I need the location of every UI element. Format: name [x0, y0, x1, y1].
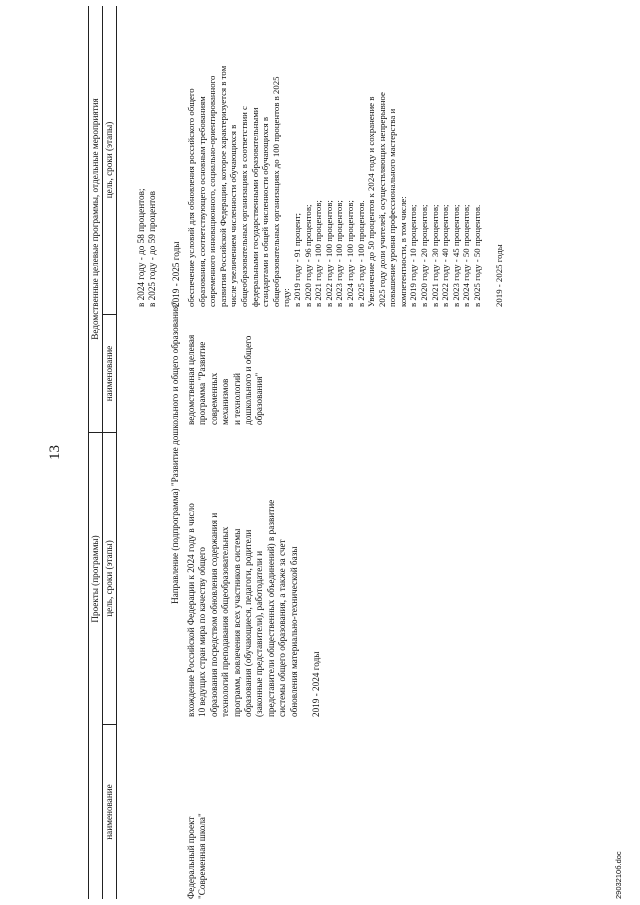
program-goal-line: компетентности, в том числе:	[397, 196, 408, 307]
footer-file-code: 2903210б.doc	[614, 851, 623, 899]
header-group-programs: Ведомственные целевые программы, отдельные мероприятия	[90, 98, 100, 340]
program-name-line: механизмов	[220, 378, 231, 425]
header-col-goal-left: цель, сроки (этапы)	[104, 540, 114, 617]
program-goal-line: в 2020 году - 20 процентов;	[419, 204, 430, 307]
program-goal	[186, 5, 504, 307]
project-period: 2019 - 2024 годы	[311, 651, 322, 717]
project-goal	[186, 435, 322, 717]
page-number: 13	[47, 445, 63, 460]
program-name-line: ведомственная целевая	[186, 334, 196, 425]
program-goal-line: образования, соответствующего основным требованиям	[196, 96, 207, 307]
project-goal-line: представители общественных объединений) в развитие	[265, 499, 276, 717]
program-goal-line: стандартами в общей численности обучающихся в	[260, 116, 271, 307]
program-goal-line: общеобразовательных организациях до 100 процентов в 2025	[270, 76, 281, 307]
project-goal-line: образования (обучающиеся, педагоги, родители	[243, 529, 254, 717]
program-goal-line: в 2021 году - 100 процентов;	[313, 200, 324, 307]
project-name	[186, 729, 209, 899]
project-goal-line: образования посредством обновления содержания и	[208, 512, 219, 717]
program-name-line: современных	[208, 372, 219, 425]
program-goal-line: общеобразовательных организациях в соответствии с	[238, 106, 249, 307]
program-name-line: и технологий	[231, 373, 242, 425]
header-group-projects: Проекты (программы)	[90, 535, 100, 623]
header-rule-bottom	[116, 6, 117, 899]
program-goal-line: в 2025 году - 50 процентов.	[472, 204, 483, 307]
header-col-name-right: наименование	[104, 345, 114, 402]
program-goal-line: в 2019 году - 91 процент;	[291, 213, 302, 307]
program-goal-line: в 2024 году - 50 процентов;	[461, 204, 472, 307]
continuation-line: в 2024 году - до 58 процентов;	[136, 188, 146, 307]
program-goal-line: году:	[281, 288, 292, 307]
program-name-line: образования"	[254, 372, 265, 425]
header-col-goal-right: цель, сроки (этапы)	[104, 121, 114, 199]
program-goal-line: числе увеличением численности обучающихся в	[228, 124, 239, 307]
project-goal-line: технологий преподавания общеобразовательных	[220, 526, 231, 717]
header-col-name-left: наименование	[104, 784, 114, 840]
program-period: 2019 - 2025 годы	[493, 244, 504, 307]
project-goal-line: 10 ведущих стран мира по качеству общего	[197, 547, 208, 717]
program-goal-line: в 2022 году - 100 процентов;	[323, 200, 334, 307]
program-goal-line: в 2023 году - 100 процентов;	[334, 200, 345, 307]
program-goal-line: в 2024 году - 100 процентов;	[344, 200, 355, 307]
project-goal-line: вхождение Российской Федерации к 2024 году в число	[186, 503, 196, 717]
section-title: Направление (подпрограмма) "Развитие дошкольного и общего образования"	[170, 301, 180, 604]
project-name-line: Федеральный проект	[186, 816, 196, 899]
program-goal-line: 2025 году доли учителей, осуществляющих непрерывное	[376, 92, 387, 307]
program-goal-line: Увеличение до 50 процентов к 2024 году и сохранение в	[366, 96, 377, 307]
continuation-line: в 2025 году - до 59 процентов	[147, 191, 158, 307]
program-name	[186, 315, 266, 425]
program-goal-line: в 2022 году - 40 процентов;	[440, 204, 451, 307]
project-goal-line: (законные представители), работодатели и	[254, 550, 265, 717]
program-goal-line: в 2021 году - 30 процентов;	[429, 204, 440, 307]
header-rule-mid	[102, 6, 103, 899]
header-rule-top	[88, 6, 89, 899]
program-goal-line: развития Российской Федерации, которое характеризуется в том	[217, 65, 228, 307]
program-goal-line: современного инновационного, социально-ориентированного	[207, 75, 218, 307]
program-goal-line: в 2023 году - 45 процентов;	[450, 204, 461, 307]
program-goal-line: в 2020 году - 96 процентов;	[302, 204, 313, 307]
program-goal-line: в 2025 году - 100 процентов.	[355, 200, 366, 307]
project-name-line: "Современная школа"	[197, 813, 208, 899]
program-goal-line: федеральными государственными образовательными	[249, 107, 260, 307]
program-name-line: программа "Развитие	[197, 341, 208, 425]
continuation-period: 2019 - 2025 годы	[170, 241, 181, 307]
project-goal-line: системы общего образования, а также за счет	[277, 539, 288, 717]
program-name-line: дошкольного и общего	[243, 335, 254, 425]
program-goal-line: повышение уровня профессионального мастерства и	[387, 108, 398, 307]
project-goal-line: программ, вовлечения всех участников системы	[231, 528, 242, 717]
program-goal-line: в 2019 году - 10 процентов;	[408, 204, 419, 307]
project-goal-line: обновления материально-технической базы	[288, 546, 299, 717]
program-goal-line: обеспечение условий для обновления российского общего	[186, 88, 196, 307]
